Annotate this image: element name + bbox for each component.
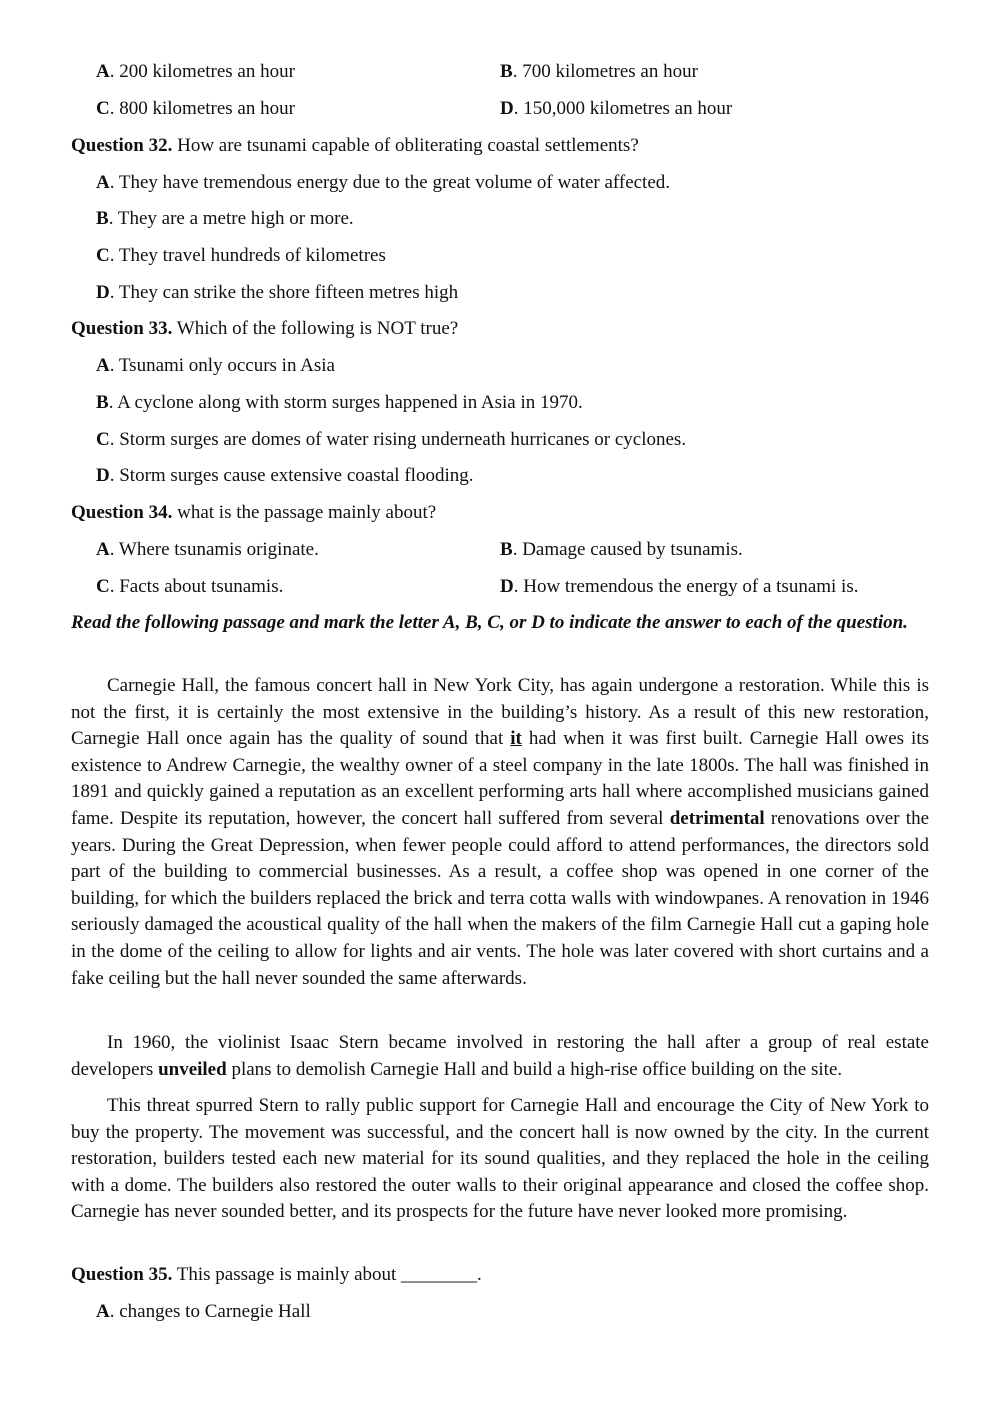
passage-paragraph-1: Carnegie Hall, the famous concert hall in New York City, has again undergone a restoration. While this is not the first, it is certainly the most extensive in the building’s history. As a result of this new restoration, Carnegie Hall once again has the quality of sound that it had when it was first built. Carnegie Hall owes its existence to Andrew Carnegie, the wealthy owner of a steel company in the late 1800s. The hall was finished in 1891 and quickly gained a reputation as an excellent performing arts hall where accomplished musicians gained fame. Despite its reputation, however, the concert hall suffered from several detrimental renovations over the years. During the Great Depression, when fewer people could afford to attend performances, the directors sold part of the building to commercial businesses. As a result, a coffee shop was opened in one corner of the building, for which the builders replaced the brick and terra cotta walls with windowpanes. A renovation in 1946 seriously damaged the acoustical quality of the hall when the makers of the film Carnegie Hall cut a gaping hole in the dome of the ceiling to allow for lights and air vents. The hole was later covered with short curtains and a fake ceiling but the hall never sounded the same afterwards.	[71, 675, 930, 989]
q34-option-a: A. Where tsunamis originate.	[96, 539, 319, 560]
q32-option-a: A. They have tremendous energy due to the great volume of water affected.	[96, 172, 671, 193]
q32-option-b: B. They are a metre high or more.	[96, 208, 354, 229]
q31-option-d: D. 150,000 kilometres an hour	[500, 98, 733, 119]
q31-option-a: A. 200 kilometres an hour	[96, 61, 295, 82]
q35-option-a: A. changes to Carnegie Hall	[96, 1301, 311, 1322]
passage-paragraph-2: In 1960, the violinist Isaac Stern became involved in restoring the hall after a group of real estate developers unveiled plans to demolish Carnegie Hall and build a high-rise office building on the site.	[71, 1032, 929, 1080]
q32-option-d: D. They can strike the shore fifteen metres high	[96, 282, 459, 303]
question-32: Question 32. How are tsunami capable of obliterating coastal settlements?	[71, 135, 639, 156]
bold-unveiled: unveiled	[158, 1058, 227, 1080]
question-35: Question 35. This passage is mainly about ________.	[71, 1264, 482, 1285]
bold-detrimental: detrimental	[669, 807, 765, 829]
q33-option-b: B. A cyclone along with storm surges happened in Asia in 1970.	[96, 392, 583, 413]
passage-paragraph-3: This threat spurred Stern to rally public support for Carnegie Hall and encourage the City of New York to buy the property. The movement was successful, and the concert hall is now owned by the city. In the current restoration, builders tested each new material for its sound qualities, and they replaced the hole in the ceiling with a dome. The builders also restored the outer walls to their original appearance and closed the coffee shop. Carnegie has never sounded better, and its prospects for the future have never looked more promising.	[71, 1095, 929, 1223]
q34-option-b: B. Damage caused by tsunamis.	[500, 539, 743, 560]
q33-option-a: A. Tsunami only occurs in Asia	[96, 355, 335, 376]
q31-option-c: C. 800 kilometres an hour	[96, 98, 295, 119]
q32-option-c: C. They travel hundreds of kilometres	[96, 245, 386, 266]
q33-option-c: C. Storm surges are domes of water rising underneath hurricanes or cyclones.	[96, 429, 687, 450]
underlined-it: it	[510, 728, 522, 750]
q34-option-c: C. Facts about tsunamis.	[96, 576, 284, 597]
q34-option-d: D. How tremendous the energy of a tsunami is.	[500, 576, 859, 597]
q33-option-d: D. Storm surges cause extensive coastal flooding.	[96, 465, 474, 486]
question-33: Question 33. Which of the following is NOT true?	[71, 318, 459, 339]
q31-option-b: B. 700 kilometres an hour	[500, 61, 698, 82]
reading-instruction: Read the following passage and mark the letter A, B, C, or D to indicate the answer to each of the question.	[71, 612, 908, 633]
question-34: Question 34. what is the passage mainly about?	[71, 502, 437, 523]
